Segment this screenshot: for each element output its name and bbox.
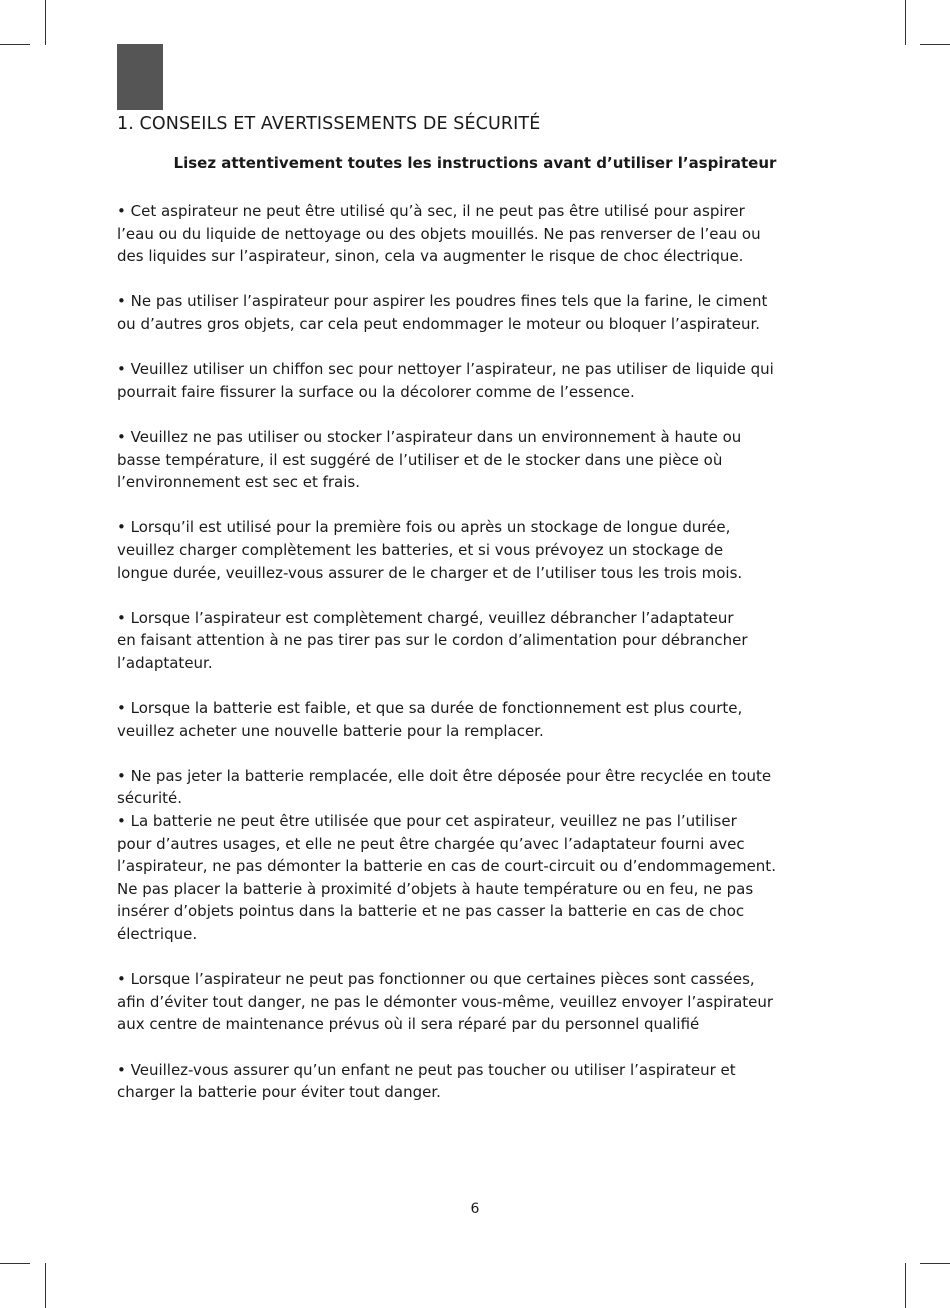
paragraph-line: • Ne pas jeter la batterie remplacée, elle doit être déposée pour être recyclée en toute (117, 766, 772, 785)
paragraph-line: électrique. (117, 925, 198, 943)
safety-paragraph (117, 765, 877, 946)
safety-instructions-body (117, 200, 877, 1104)
paragraph-line: • La batterie ne peut être utilisée que pour cet aspirateur, veuillez ne pas l’utiliser (117, 812, 737, 831)
paragraph-gap (117, 584, 877, 607)
paragraph-line: pourrait faire fissurer la surface ou la décolorer comme de l’essence. (117, 382, 635, 401)
paragraph-line: pour d’autres usages, et elle ne peut être chargée qu’avec l’adaptateur fourni avec (117, 834, 745, 853)
crop-mark-bottom-left-horizontal (0, 1263, 30, 1264)
safety-paragraph (117, 358, 877, 403)
paragraph-line: • Lorsque l’aspirateur ne peut pas fonctionner ou que certaines pièces sont cassées, (117, 970, 755, 989)
safety-paragraph (117, 426, 877, 494)
paragraph-line: longue durée, veuillez-vous assurer de le charger et de l’utiliser tous les trois mois. (117, 563, 743, 582)
paragraph-gap (117, 336, 877, 359)
paragraph-line: aux centre de maintenance prévus où il sera réparé par du personnel qualifié (117, 1015, 700, 1034)
paragraph-line: • Veuillez utiliser un chiffon sec pour nettoyer l’aspirateur, ne pas utiliser de liquide qui (117, 360, 774, 379)
paragraph-gap (117, 268, 877, 291)
crop-mark-top-right-vertical (905, 0, 906, 45)
paragraph-gap (117, 1036, 877, 1059)
paragraph-line: veuillez acheter une nouvelle batterie pour la remplacer. (117, 721, 544, 740)
paragraph-line: afin d’éviter tout danger, ne pas le démonter vous-même, veuillez envoyer l’aspirateur (117, 992, 774, 1011)
section-title: 1. CONSEILS ET AVERTISSEMENTS DE SÉCURITÉ (117, 114, 541, 134)
crop-mark-top-left-vertical (45, 0, 46, 45)
paragraph-line: • Ne pas utiliser l’aspirateur pour aspirer les poudres fines tels que la farine, le ciment (117, 292, 768, 311)
safety-paragraph (117, 516, 877, 584)
paragraph-line: l’environnement est sec et frais. (117, 473, 360, 492)
safety-paragraph (117, 607, 877, 675)
paragraph-gap (117, 403, 877, 426)
crop-mark-bottom-left-vertical (45, 1263, 46, 1308)
paragraph-line: sécurité. (117, 789, 183, 808)
instructions-subtitle: Lisez attentivement toutes les instructions avant d’utiliser l’aspirateur (173, 154, 777, 172)
safety-paragraph (117, 200, 877, 268)
safety-paragraph (117, 1059, 877, 1104)
paragraph-line: insérer d’objets pointus dans la batterie et ne pas casser la batterie en cas de choc (117, 902, 745, 921)
page-number: 6 (470, 1201, 480, 1217)
paragraph-line: charger la batterie pour éviter tout danger. (117, 1083, 441, 1102)
paragraph-line: • Lorsqu’il est utilisé pour la première fois ou après un stockage de longue durée, (117, 518, 731, 537)
section-tab-block (117, 44, 163, 110)
paragraph-line: des liquides sur l’aspirateur, sinon, cela va augmenter le risque de choc électrique. (117, 247, 744, 266)
paragraph-line: • Veuillez ne pas utiliser ou stocker l’aspirateur dans un environnement à haute ou (117, 427, 742, 446)
paragraph-line: ou d’autres gros objets, car cela peut endommager le moteur ou bloquer l’aspirateur. (117, 314, 761, 333)
paragraph-line: • Lorsque la batterie est faible, et que sa durée de fonctionnement est plus courte, (117, 699, 743, 718)
paragraph-line: • Cet aspirateur ne peut être utilisé qu’à sec, il ne peut pas être utilisé pour aspirer (117, 202, 745, 220)
paragraph-gap (117, 946, 877, 969)
crop-mark-bottom-right-vertical (905, 1263, 906, 1308)
paragraph-line: en faisant attention à ne pas tirer pas sur le cordon d’alimentation pour débrancher (117, 631, 748, 650)
paragraph-line: l’adaptateur. (117, 653, 213, 672)
paragraph-line: veuillez charger complètement les batteries, et si vous prévoyez un stockage de (117, 540, 724, 559)
paragraph-gap (117, 742, 877, 765)
safety-paragraph (117, 697, 877, 742)
paragraph-line: • Lorsque l’aspirateur est complètement chargé, veuillez débrancher l’adaptateur (117, 608, 734, 627)
paragraph-line: l’eau ou du liquide de nettoyage ou des objets mouillés. Ne pas renverser de l’eau ou (117, 224, 761, 243)
crop-mark-top-right-horizontal (920, 44, 950, 45)
paragraph-gap (117, 494, 877, 517)
paragraph-line: • Veuillez-vous assurer qu’un enfant ne peut pas toucher ou utiliser l’aspirateur et (117, 1060, 736, 1079)
paragraph-gap (117, 674, 877, 697)
paragraph-line: l’aspirateur, ne pas démonter la batterie en cas de court-circuit ou d’endommagement. (117, 857, 776, 876)
paragraph-line: Ne pas placer la batterie à proximité d’objets à haute température ou en feu, ne pas (117, 879, 754, 898)
paragraph-line: basse température, il est suggéré de l’utiliser et de le stocker dans une pièce où (117, 450, 723, 469)
crop-mark-top-left-horizontal (0, 44, 30, 45)
crop-mark-bottom-right-horizontal (920, 1263, 950, 1264)
safety-paragraph (117, 290, 877, 335)
safety-paragraph (117, 968, 877, 1036)
